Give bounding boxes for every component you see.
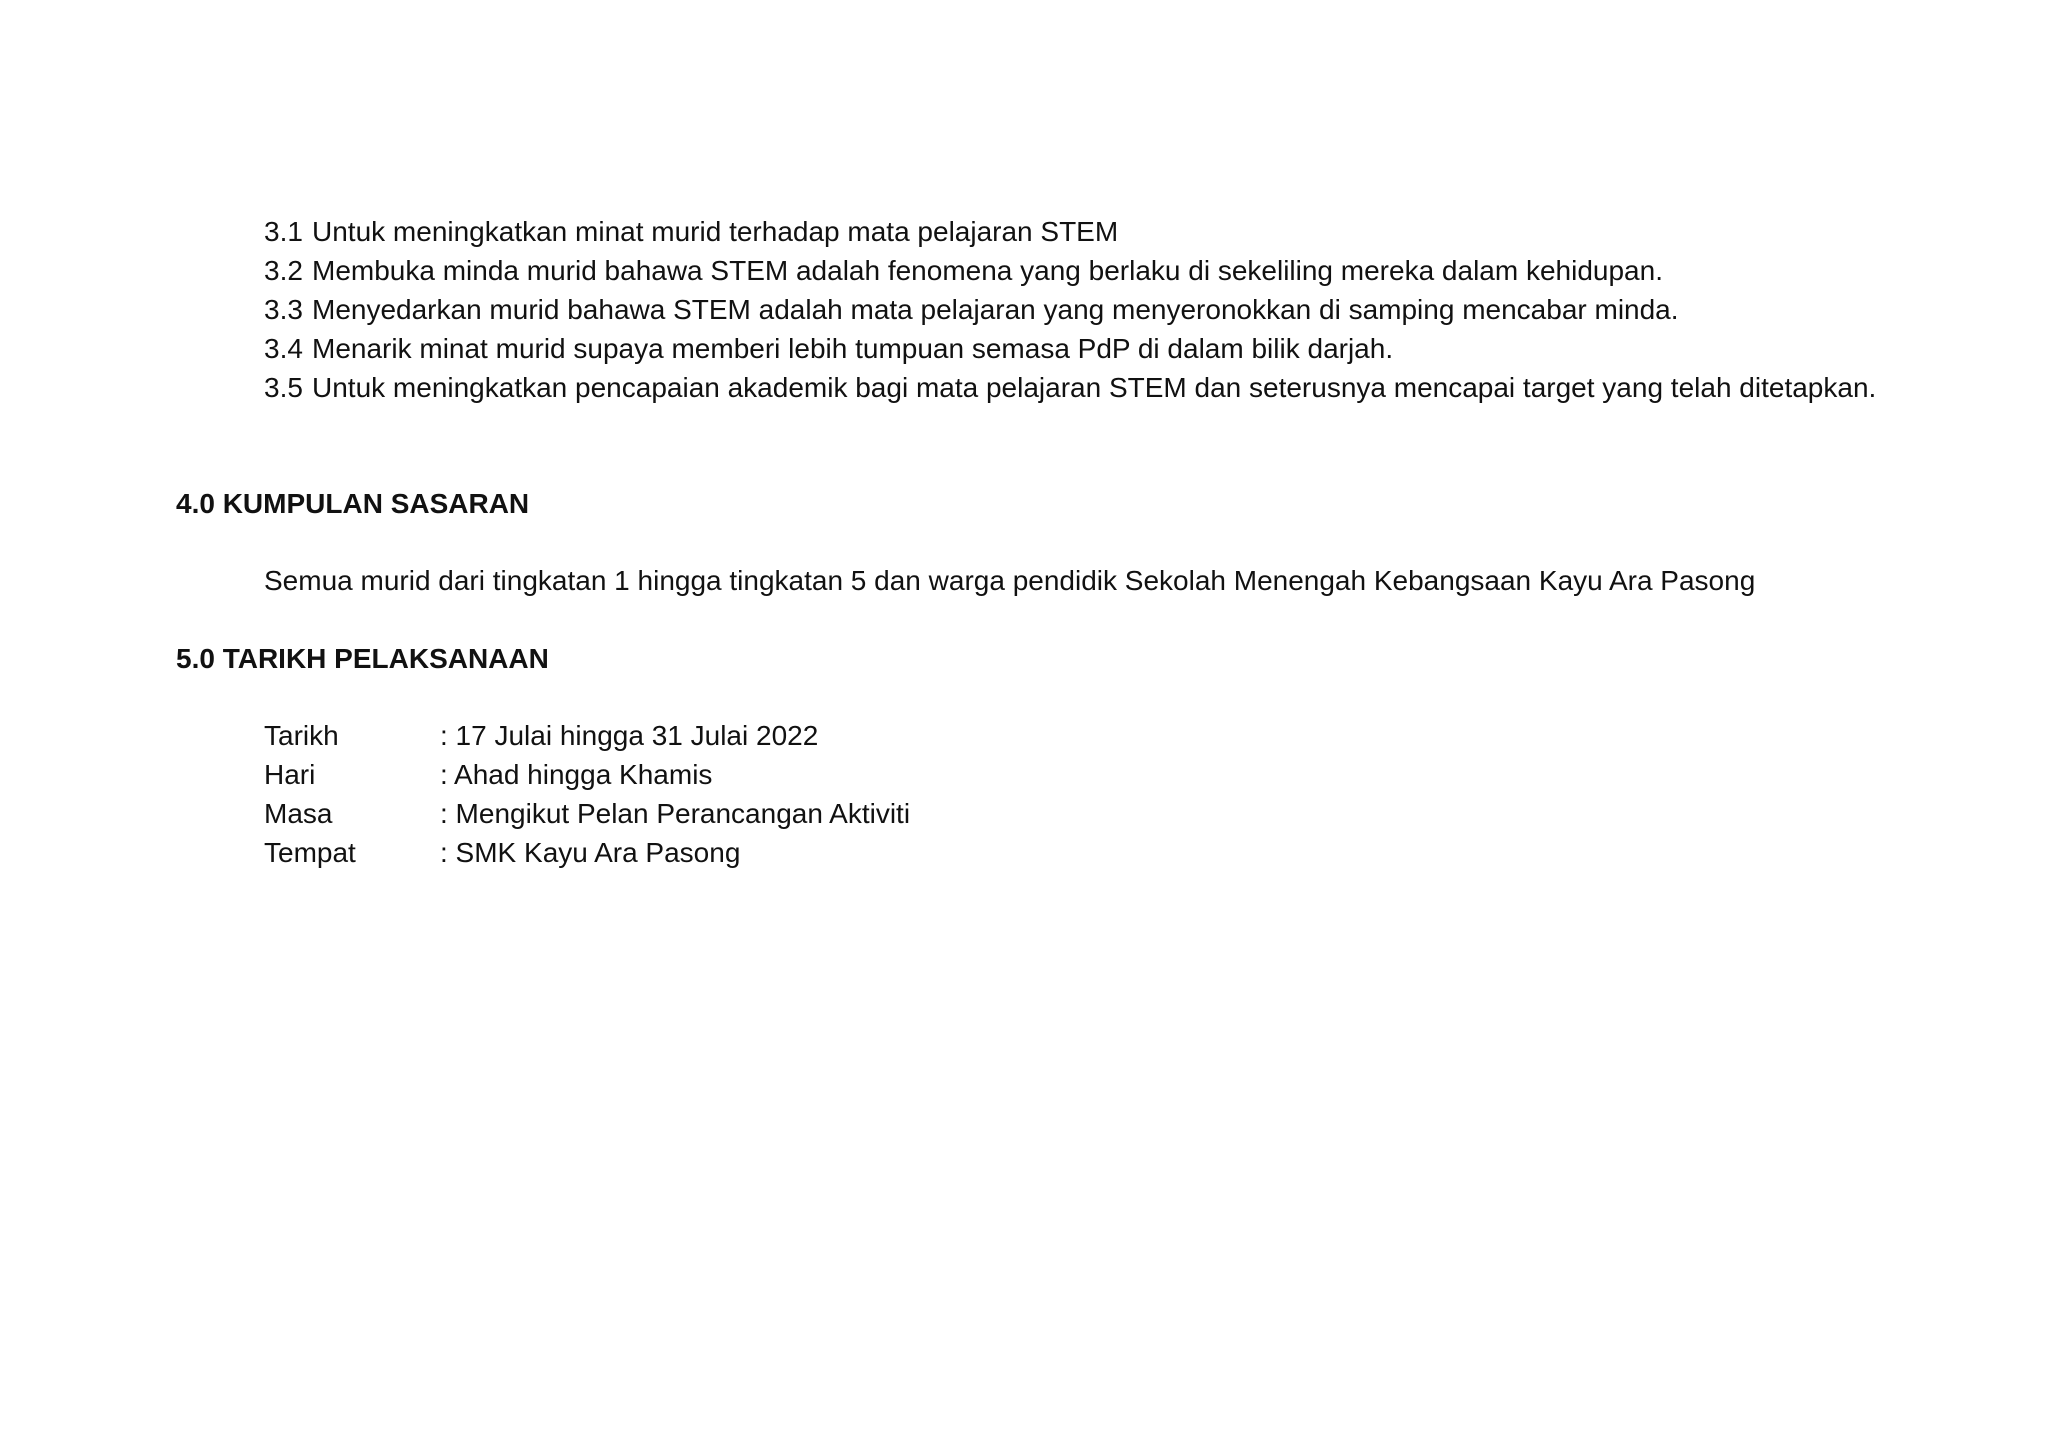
detail-value: : Mengikut Pelan Perancangan Aktiviti [440,798,911,829]
objective-number: 3.4 [264,333,303,364]
section-heading-tarikh-pelaksanaan: 5.0 TARIKH PELAKSANAAN [176,643,549,674]
objective-item [264,290,1882,329]
detail-value: : 17 Julai hingga 31 Julai 2022 [440,720,819,751]
objective-text: Untuk meningkatkan pencapaian akademik bagi mata pelajaran STEM dan seterusnya mencapai target yang telah ditetapkan. [312,372,1877,403]
objective-text: Menyedarkan murid bahawa STEM adalah mata pelajaran yang menyeronokkan di samping mencabar minda. [312,294,1679,325]
objective-number: 3.1 [264,216,303,247]
detail-label: Hari [264,759,316,790]
objective-text: Membuka minda murid bahawa STEM adalah fenomena yang berlaku di sekeliling mereka dalam kehidupan. [312,255,1663,286]
objective-text: Untuk meningkatkan minat murid terhadap mata pelajaran STEM [312,216,1119,247]
detail-row-masa [264,794,910,833]
implementation-details [264,716,910,872]
objective-number: 3.5 [264,372,303,403]
detail-value: : Ahad hingga Khamis [440,759,713,790]
detail-row-hari [264,755,910,794]
objective-item [264,368,1882,407]
detail-value: : SMK Kayu Ara Pasong [440,837,741,868]
objective-text: Menarik minat murid supaya memberi lebih tumpuan semasa PdP di dalam bilik darjah. [312,333,1394,364]
detail-label: Tarikh [264,720,339,751]
objective-number: 3.3 [264,294,303,325]
objective-item [264,329,1882,368]
objectives-list [264,212,1882,407]
objective-number: 3.2 [264,255,303,286]
target-group-text: Semua murid dari tingkatan 1 hingga tingkatan 5 dan warga pendidik Sekolah Menengah Kebangsaan Kayu Ara Pasong [264,565,1756,596]
detail-row-tarikh [264,716,910,755]
detail-label: Tempat [264,837,356,868]
detail-row-tempat [264,833,910,872]
objective-item [264,251,1882,290]
section-heading-kumpulan-sasaran: 4.0 KUMPULAN SASARAN [176,488,530,519]
detail-label: Masa [264,798,333,829]
objective-item [264,212,1882,251]
